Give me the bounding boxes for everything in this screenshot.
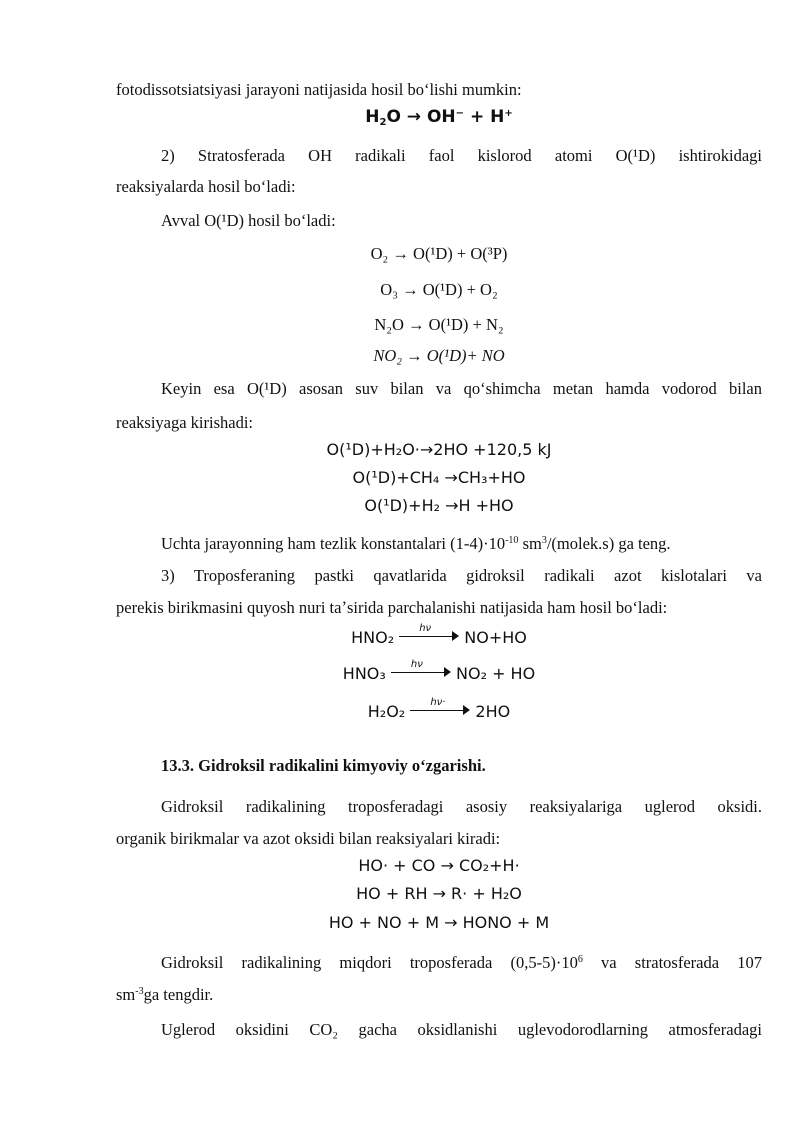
paragraph-3-line-1: Keyin esa O(¹D) asosan suv bilan va qoʻshimcha metan hamda vodorod bilan	[161, 379, 762, 398]
equation-o1d-methane: O(¹D)+CH₄ →CH₃+HO	[352, 468, 526, 487]
photolysis-equation-hno2: HNO₂ hν NO+HO	[351, 623, 527, 647]
paragraph-5-line-2: organik birikmalar va azot oksidi bilan reaksiyalari kiradi:	[116, 829, 501, 848]
photolysis-equation-hno3: HNO₃ hν NO₂ + HO	[342, 659, 536, 683]
equation-o3: O₃ → O(¹D) + O₂	[380, 280, 498, 299]
equation-ho-no: HO + NO + M → HONO + M	[328, 913, 550, 932]
section-heading: 13.3. Gidroksil radikalini kimyoviy oʻzgarishi.	[161, 756, 486, 775]
equation-ho-rh: HO + RH → R· + H₂O	[356, 884, 522, 903]
paragraph-5-line-1: Gidroksil radikalining troposferadagi asosiy reaksiyalariga uglerod oksidi.	[161, 797, 762, 816]
paragraph-3-line-2: reaksiyaga kirishadi:	[116, 413, 253, 432]
equation-water-ionization: $H_2O \to OH^- + H^+$	[365, 107, 513, 128]
hv-arrow-icon: hν	[399, 628, 459, 642]
avval-line: Avval O(¹D) hosil boʻladi:	[161, 211, 336, 230]
equation-ho-co: HO· + CO → CO₂+H·	[358, 856, 520, 875]
equation-n2o: N₂O → O(¹D) + N₂	[374, 315, 504, 334]
paragraph-2-line-2: reaksiyalarda hosil boʻladi:	[116, 177, 296, 196]
photolysis-equation-h2o2: H₂O₂ hν· 2HO	[367, 697, 511, 721]
equation-o2: O₂ → O(¹D) + O(³P)	[370, 244, 508, 263]
hv-arrow-icon: hν·	[410, 702, 470, 716]
paragraph-6-line-2: $sm^{-3}ga$ tengdir.	[116, 985, 214, 1004]
hv-arrow-icon: hν	[391, 664, 451, 678]
equation-o1d-water: O(¹D)+H₂O·→2HO +120,5 kJ	[326, 440, 552, 459]
equation-no2: NO₂ → O(¹D)+ NO	[373, 346, 505, 365]
paragraph-2-line-1: 2) Stratosferada OH radikali faol kislorod atomi O(¹D) ishtirokidagi	[161, 146, 762, 165]
paragraph-4-line-2: perekis birikmasini quyosh nuri taʼsirida parchalanishi natijasida ham hosil boʻladi:	[116, 598, 668, 617]
equation-o1d-hydrogen: O(¹D)+H₂ →H +HO	[364, 496, 514, 515]
paragraph-6-line-1: Gidroksil radikalining miqdori troposferada $(0,5-5)\cdot 10^6$ va stratosferada 107	[161, 953, 762, 972]
paragraph-7-line-1: Uglerod oksidini CO₂ gacha oksidlanishi uglevodorodlarning atmosferadagi	[161, 1020, 762, 1039]
intro-line: fotodissotsiatsiyasi jarayoni natijasida hosil boʻlishi mumkin:	[116, 80, 522, 99]
rate-constants-line: Uchta jarayonning ham tezlik konstantalari $(1-4)\cdot 10^{-10}$ $sm^3/(molek.s)$ ga teng.	[161, 534, 671, 553]
paragraph-4-line-1: 3) Troposferaning pastki qavatlarida gidroksil radikali azot kislotalari va	[161, 566, 762, 585]
